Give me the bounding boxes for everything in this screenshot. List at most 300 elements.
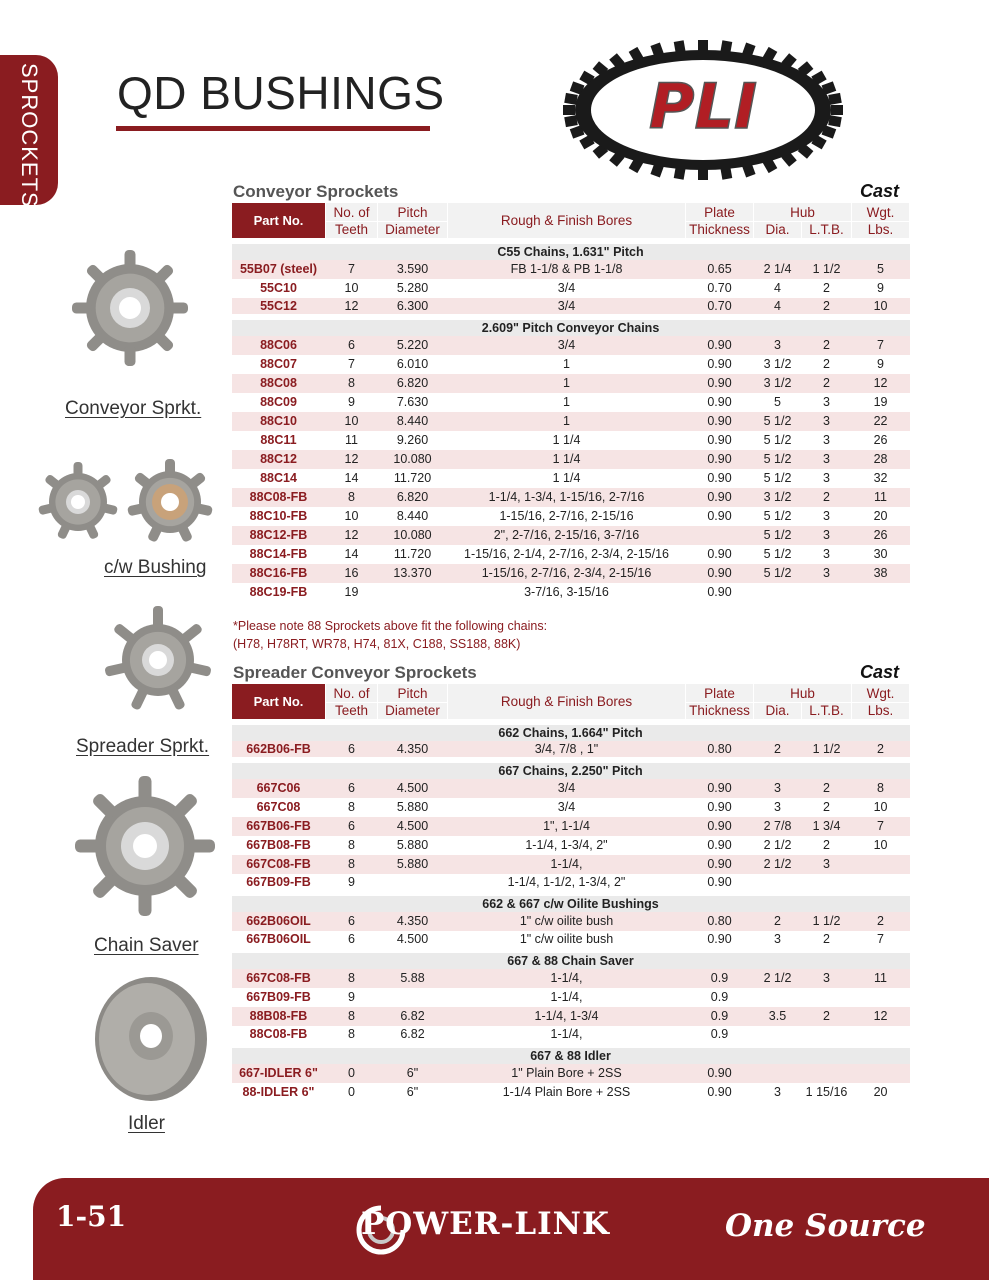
part-no-cell: 667C08 — [232, 798, 326, 817]
section-label: 662 & 667 c/w Oilite Bushings — [232, 893, 910, 912]
hub-ltb-cell: 2 — [802, 374, 852, 393]
table-row — [232, 298, 910, 317]
part-no-cell: 667B09-FB — [232, 874, 326, 893]
part-no-cell: 88C12-FB — [232, 526, 326, 545]
bores-cell: 1-15/16, 2-7/16, 2-15/16 — [448, 507, 686, 526]
table-row — [232, 855, 910, 874]
hub-ltb-cell: 3 — [802, 969, 852, 988]
table-row — [232, 545, 910, 564]
title-underline — [116, 126, 430, 131]
plate-cell: 0.90 — [686, 450, 754, 469]
weight-cell: 30 — [852, 545, 910, 564]
hub-dia-cell: 5 1/2 — [754, 412, 802, 431]
part-no-cell: 88C14 — [232, 469, 326, 488]
part-no-cell: 662B06OIL — [232, 912, 326, 931]
pitch-cell: 8.440 — [378, 412, 448, 431]
header-wgt: Wgt. — [852, 684, 910, 703]
pitch-cell: 10.080 — [378, 526, 448, 545]
bores-cell: 3/4, 7/8 , 1" — [448, 741, 686, 760]
hub-ltb-cell — [802, 874, 852, 893]
bores-cell: 1 — [448, 412, 686, 431]
part-no-cell: 667-IDLER 6" — [232, 1064, 326, 1083]
hub-dia-cell: 3 — [754, 779, 802, 798]
teeth-cell: 12 — [326, 526, 378, 545]
header-hub-dia: Dia. — [754, 703, 802, 722]
bores-cell: 1 — [448, 393, 686, 412]
pitch-cell: 11.720 — [378, 469, 448, 488]
pitch-cell: 6" — [378, 1064, 448, 1083]
header-hub-ltb: L.T.B. — [802, 703, 852, 722]
idler-caption: Idler — [128, 1113, 165, 1134]
header-part-no: Part No. — [232, 684, 326, 722]
weight-cell: 7 — [852, 931, 910, 950]
hub-dia-cell: 3 1/2 — [754, 488, 802, 507]
header-pitch: Pitch — [378, 203, 448, 222]
bores-cell: 1-1/4, — [448, 855, 686, 874]
teeth-cell: 8 — [326, 798, 378, 817]
bushing-caption: c/w Bushing — [104, 557, 207, 578]
weight-cell: 38 — [852, 564, 910, 583]
hub-ltb-cell: 2 — [802, 836, 852, 855]
hub-dia-cell: 5 — [754, 393, 802, 412]
teeth-cell: 6 — [326, 336, 378, 355]
weight-cell: 19 — [852, 393, 910, 412]
pitch-cell: 4.500 — [378, 931, 448, 950]
hub-dia-cell: 3 — [754, 931, 802, 950]
plate-cell: 0.90 — [686, 393, 754, 412]
pitch-cell: 6.82 — [378, 1007, 448, 1026]
pitch-cell: 8.440 — [378, 507, 448, 526]
power-link-brand: POWER-LINK — [361, 1206, 610, 1242]
teeth-cell: 12 — [326, 450, 378, 469]
weight-cell: 8 — [852, 779, 910, 798]
spreader-sprockets-title: Spreader Conveyor Sprockets — [233, 663, 477, 682]
section-header-row — [232, 241, 910, 260]
hub-dia-cell: 2 7/8 — [754, 817, 802, 836]
weight-cell: 22 — [852, 412, 910, 431]
plate-cell: 0.90 — [686, 855, 754, 874]
hub-ltb-cell: 3 — [802, 526, 852, 545]
table-row — [232, 355, 910, 374]
bores-cell: 2", 2-7/16, 2-15/16, 3-7/16 — [448, 526, 686, 545]
pitch-cell: 7.630 — [378, 393, 448, 412]
spreader-cast-label: Cast — [860, 662, 900, 682]
teeth-cell: 8 — [326, 1026, 378, 1045]
sprocket-bushing-photo — [124, 455, 216, 549]
part-no-cell: 55C12 — [232, 298, 326, 317]
header-teeth-2: Teeth — [326, 703, 378, 722]
pitch-cell: 6.300 — [378, 298, 448, 317]
bores-cell: 3/4 — [448, 336, 686, 355]
plate-cell: 0.80 — [686, 912, 754, 931]
spreader-sprocket-caption: Spreader Sprkt. — [76, 736, 210, 757]
hub-dia-cell: 3 1/2 — [754, 374, 802, 393]
hub-dia-cell: 3 — [754, 798, 802, 817]
hub-dia-cell: 2 1/4 — [754, 260, 802, 279]
teeth-cell: 8 — [326, 855, 378, 874]
pitch-cell: 5.880 — [378, 855, 448, 874]
spreader-sprocket-photo — [100, 589, 216, 731]
header-pitch-2: Diameter — [378, 222, 448, 241]
hub-dia-cell: 2 1/2 — [754, 969, 802, 988]
section-header-row — [232, 893, 910, 912]
teeth-cell: 8 — [326, 836, 378, 855]
plate-cell: 0.9 — [686, 1007, 754, 1026]
plate-cell: 0.90 — [686, 779, 754, 798]
footer-tagline: One Source — [725, 1208, 926, 1244]
weight-cell — [852, 1026, 910, 1045]
hub-dia-cell: 5 1/2 — [754, 431, 802, 450]
table-row — [232, 564, 910, 583]
hub-ltb-cell: 3 — [802, 393, 852, 412]
table-row — [232, 817, 910, 836]
weight-cell: 2 — [852, 741, 910, 760]
table-row — [232, 1026, 910, 1045]
plate-cell: 0.90 — [686, 431, 754, 450]
weight-cell: 5 — [852, 260, 910, 279]
table-row — [232, 779, 910, 798]
section-header-row — [232, 760, 910, 779]
hub-dia-cell: 3 1/2 — [754, 355, 802, 374]
teeth-cell: 10 — [326, 507, 378, 526]
spreader-sprockets-table — [231, 683, 910, 1102]
hub-ltb-cell: 3 — [802, 507, 852, 526]
table-row — [232, 836, 910, 855]
part-no-cell: 88C19-FB — [232, 583, 326, 602]
pitch-cell: 5.280 — [378, 279, 448, 298]
header-hub: Hub — [754, 684, 852, 703]
bores-cell: 1", 1-1/4 — [448, 817, 686, 836]
header-pitch-2: Diameter — [378, 703, 448, 722]
table-row — [232, 583, 910, 602]
conveyor-sprocket-caption: Conveyor Sprkt. — [65, 398, 202, 419]
hub-ltb-cell: 2 — [802, 298, 852, 317]
chain-saver-photo — [72, 765, 218, 927]
weight-cell: 9 — [852, 279, 910, 298]
teeth-cell: 19 — [326, 583, 378, 602]
pitch-cell: 4.350 — [378, 741, 448, 760]
part-no-cell: 88C10 — [232, 412, 326, 431]
teeth-cell: 8 — [326, 1007, 378, 1026]
bores-cell: 1-1/4, — [448, 1026, 686, 1045]
table-row — [232, 260, 910, 279]
part-no-cell: 88C09 — [232, 393, 326, 412]
part-no-cell: 667C06 — [232, 779, 326, 798]
hub-dia-cell: 2 — [754, 741, 802, 760]
teeth-cell: 8 — [326, 374, 378, 393]
weight-cell: 26 — [852, 431, 910, 450]
hub-ltb-cell: 2 — [802, 1007, 852, 1026]
weight-cell: 11 — [852, 969, 910, 988]
plate-cell: 0.90 — [686, 564, 754, 583]
section-label: 667 Chains, 2.250" Pitch — [232, 760, 910, 779]
section-label: 667 & 88 Idler — [232, 1045, 910, 1064]
bores-cell: 1 — [448, 374, 686, 393]
header-wgt: Wgt. — [852, 203, 910, 222]
hub-ltb-cell — [802, 1026, 852, 1045]
plate-cell: 0.90 — [686, 817, 754, 836]
part-no-cell: 667B06OIL — [232, 931, 326, 950]
table-row — [232, 741, 910, 760]
section-label: C55 Chains, 1.631" Pitch — [232, 241, 910, 260]
part-no-cell: 55B07 (steel) — [232, 260, 326, 279]
hub-ltb-cell: 3 — [802, 564, 852, 583]
plate-cell: 0.90 — [686, 374, 754, 393]
bores-cell: 1-1/4, 1-1/2, 1-3/4, 2" — [448, 874, 686, 893]
bores-cell: 3/4 — [448, 298, 686, 317]
weight-cell: 12 — [852, 374, 910, 393]
weight-cell: 9 — [852, 355, 910, 374]
page-number: 1-51 — [56, 1200, 127, 1233]
pitch-cell: 4.500 — [378, 817, 448, 836]
hub-dia-cell: 5 1/2 — [754, 469, 802, 488]
part-no-cell: 667B06-FB — [232, 817, 326, 836]
pitch-cell — [378, 583, 448, 602]
bores-cell: 1-1/4, 1-3/4, 1-15/16, 2-7/16 — [448, 488, 686, 507]
pitch-cell — [378, 874, 448, 893]
weight-cell: 12 — [852, 1007, 910, 1026]
plate-cell: 0.90 — [686, 836, 754, 855]
header-plate: Plate — [686, 684, 754, 703]
header-bores: Rough & Finish Bores — [448, 684, 686, 722]
hub-ltb-cell: 3 — [802, 412, 852, 431]
weight-cell: 20 — [852, 1083, 910, 1102]
weight-cell: 11 — [852, 488, 910, 507]
hub-dia-cell: 2 1/2 — [754, 855, 802, 874]
header-plate: Plate — [686, 203, 754, 222]
part-no-cell: 88-IDLER 6" — [232, 1083, 326, 1102]
weight-cell — [852, 1064, 910, 1083]
part-no-cell: 55C10 — [232, 279, 326, 298]
plate-cell: 0.90 — [686, 488, 754, 507]
pitch-cell: 10.080 — [378, 450, 448, 469]
weight-cell: 7 — [852, 336, 910, 355]
hub-ltb-cell: 1 15/16 — [802, 1083, 852, 1102]
bores-cell: 1-1/4, 1-3/4 — [448, 1007, 686, 1026]
bores-cell: 1-1/4, — [448, 988, 686, 1007]
section-header-row — [232, 950, 910, 969]
pitch-cell: 5.220 — [378, 336, 448, 355]
logo-text: PLI — [648, 70, 758, 143]
pitch-cell: 4.350 — [378, 912, 448, 931]
hub-ltb-cell: 1 1/2 — [802, 741, 852, 760]
hub-ltb-cell — [802, 988, 852, 1007]
table-row — [232, 988, 910, 1007]
hub-dia-cell — [754, 988, 802, 1007]
sprocket-front-photo — [36, 457, 120, 547]
teeth-cell: 9 — [326, 988, 378, 1007]
teeth-cell: 12 — [326, 298, 378, 317]
part-no-cell: 667C08-FB — [232, 969, 326, 988]
table-row — [232, 1083, 910, 1102]
teeth-cell: 11 — [326, 431, 378, 450]
plate-cell: 0.70 — [686, 298, 754, 317]
hub-ltb-cell: 2 — [802, 488, 852, 507]
conveyor-sprocket-photo — [66, 228, 194, 388]
pitch-cell: 9.260 — [378, 431, 448, 450]
part-no-cell: 88C11 — [232, 431, 326, 450]
bores-cell: 1-1/4 Plain Bore + 2SS — [448, 1083, 686, 1102]
conveyor-sprockets-title: Conveyor Sprockets — [233, 182, 399, 201]
teeth-cell: 8 — [326, 488, 378, 507]
side-tab-label: SPROCKETS — [17, 63, 42, 208]
pitch-cell — [378, 988, 448, 1007]
part-no-cell: 88C08-FB — [232, 488, 326, 507]
bores-cell: FB 1-1/8 & PB 1-1/8 — [448, 260, 686, 279]
teeth-cell: 7 — [326, 260, 378, 279]
teeth-cell: 7 — [326, 355, 378, 374]
hub-ltb-cell: 1 3/4 — [802, 817, 852, 836]
section-header-row — [232, 1045, 910, 1064]
hub-dia-cell: 4 — [754, 298, 802, 317]
pitch-cell: 5.88 — [378, 969, 448, 988]
pitch-cell: 11.720 — [378, 545, 448, 564]
part-no-cell: 88C07 — [232, 355, 326, 374]
hub-dia-cell: 2 1/2 — [754, 836, 802, 855]
weight-cell: 2 — [852, 912, 910, 931]
hub-ltb-cell: 1 1/2 — [802, 912, 852, 931]
plate-cell: 0.90 — [686, 355, 754, 374]
plate-cell: 0.90 — [686, 583, 754, 602]
hub-dia-cell: 3.5 — [754, 1007, 802, 1026]
hub-dia-cell: 3 — [754, 336, 802, 355]
part-no-cell: 88C10-FB — [232, 507, 326, 526]
part-no-cell: 667B08-FB — [232, 836, 326, 855]
bores-cell: 1-15/16, 2-1/4, 2-7/16, 2-3/4, 2-15/16 — [448, 545, 686, 564]
chain-fit-note — [233, 617, 547, 653]
bores-cell: 1 — [448, 355, 686, 374]
teeth-cell: 0 — [326, 1083, 378, 1102]
bores-cell: 1-1/4, 1-3/4, 2" — [448, 836, 686, 855]
weight-cell — [852, 988, 910, 1007]
hub-dia-cell: 5 1/2 — [754, 507, 802, 526]
header-teeth-2: Teeth — [326, 222, 378, 241]
bores-cell: 1-1/4, — [448, 969, 686, 988]
hub-ltb-cell: 2 — [802, 931, 852, 950]
weight-cell: 10 — [852, 836, 910, 855]
hub-ltb-cell: 1 1/2 — [802, 260, 852, 279]
hub-dia-cell: 3 — [754, 1083, 802, 1102]
hub-ltb-cell — [802, 583, 852, 602]
part-no-cell: 88C06 — [232, 336, 326, 355]
bores-cell: 1 1/4 — [448, 469, 686, 488]
teeth-cell: 8 — [326, 969, 378, 988]
hub-ltb-cell: 3 — [802, 431, 852, 450]
hub-ltb-cell: 2 — [802, 779, 852, 798]
hub-ltb-cell: 3 — [802, 855, 852, 874]
header-pitch: Pitch — [378, 684, 448, 703]
teeth-cell: 9 — [326, 874, 378, 893]
teeth-cell: 6 — [326, 931, 378, 950]
teeth-cell: 6 — [326, 779, 378, 798]
table-row — [232, 912, 910, 931]
header-wgt-2: Lbs. — [852, 703, 910, 722]
table-row — [232, 798, 910, 817]
part-no-cell: 88C08-FB — [232, 1026, 326, 1045]
plate-cell: 0.70 — [686, 279, 754, 298]
conveyor-sprockets-table — [231, 202, 910, 602]
header-wgt-2: Lbs. — [852, 222, 910, 241]
plate-cell: 0.90 — [686, 1064, 754, 1083]
teeth-cell: 10 — [326, 412, 378, 431]
part-no-cell: 88C12 — [232, 450, 326, 469]
weight-cell — [852, 874, 910, 893]
teeth-cell: 6 — [326, 912, 378, 931]
header-hub: Hub — [754, 203, 852, 222]
part-no-cell: 667B09-FB — [232, 988, 326, 1007]
bores-cell: 3-7/16, 3-15/16 — [448, 583, 686, 602]
section-label: 667 & 88 Chain Saver — [232, 950, 910, 969]
header-bores: Rough & Finish Bores — [448, 203, 686, 241]
teeth-cell: 16 — [326, 564, 378, 583]
plate-cell: 0.90 — [686, 798, 754, 817]
header-plate-2: Thickness — [686, 703, 754, 722]
hub-dia-cell — [754, 1064, 802, 1083]
conveyor-cast-label: Cast — [860, 181, 900, 201]
bores-cell: 3/4 — [448, 798, 686, 817]
hub-dia-cell — [754, 874, 802, 893]
plate-cell: 0.90 — [686, 931, 754, 950]
header-part-no: Part No. — [232, 203, 326, 241]
plate-cell: 0.9 — [686, 1026, 754, 1045]
bores-cell: 1 1/4 — [448, 431, 686, 450]
bores-cell: 1-15/16, 2-7/16, 2-3/4, 2-15/16 — [448, 564, 686, 583]
plate-cell: 0.90 — [686, 1083, 754, 1102]
pitch-cell: 5.880 — [378, 836, 448, 855]
plate-cell: 0.90 — [686, 336, 754, 355]
teeth-cell: 14 — [326, 469, 378, 488]
weight-cell — [852, 583, 910, 602]
part-no-cell: 88C16-FB — [232, 564, 326, 583]
plate-cell: 0.9 — [686, 969, 754, 988]
chain-saver-caption: Chain Saver — [94, 935, 199, 956]
table-row — [232, 469, 910, 488]
pitch-cell: 6.820 — [378, 488, 448, 507]
hub-ltb-cell — [802, 1064, 852, 1083]
hub-dia-cell: 2 — [754, 912, 802, 931]
pitch-cell: 6" — [378, 1083, 448, 1102]
table-row — [232, 969, 910, 988]
section-label: 2.609" Pitch Conveyor Chains — [232, 317, 910, 336]
section-label: 662 Chains, 1.664" Pitch — [232, 722, 910, 741]
table-row — [232, 393, 910, 412]
part-no-cell: 662B06-FB — [232, 741, 326, 760]
hub-ltb-cell: 3 — [802, 450, 852, 469]
table-row — [232, 374, 910, 393]
table-row — [232, 1007, 910, 1026]
table-row — [232, 412, 910, 431]
table-row — [232, 874, 910, 893]
teeth-cell: 10 — [326, 279, 378, 298]
teeth-cell: 6 — [326, 817, 378, 836]
pitch-cell: 13.370 — [378, 564, 448, 583]
bores-cell: 1 1/4 — [448, 450, 686, 469]
hub-ltb-cell: 3 — [802, 469, 852, 488]
weight-cell: 32 — [852, 469, 910, 488]
weight-cell: 10 — [852, 798, 910, 817]
hub-dia-cell — [754, 583, 802, 602]
bores-cell: 3/4 — [448, 279, 686, 298]
plate-cell: 0.90 — [686, 507, 754, 526]
note-line-2: (H78, H78RT, WR78, H74, 81X, C188, SS188, 88K) — [233, 637, 521, 651]
note-line-1: *Please note 88 Sprockets above fit the following chains: — [233, 619, 548, 633]
plate-cell: 0.80 — [686, 741, 754, 760]
table-row — [232, 507, 910, 526]
plate-cell: 0.90 — [686, 469, 754, 488]
section-header-row — [232, 317, 910, 336]
bores-cell: 3/4 — [448, 779, 686, 798]
weight-cell: 28 — [852, 450, 910, 469]
